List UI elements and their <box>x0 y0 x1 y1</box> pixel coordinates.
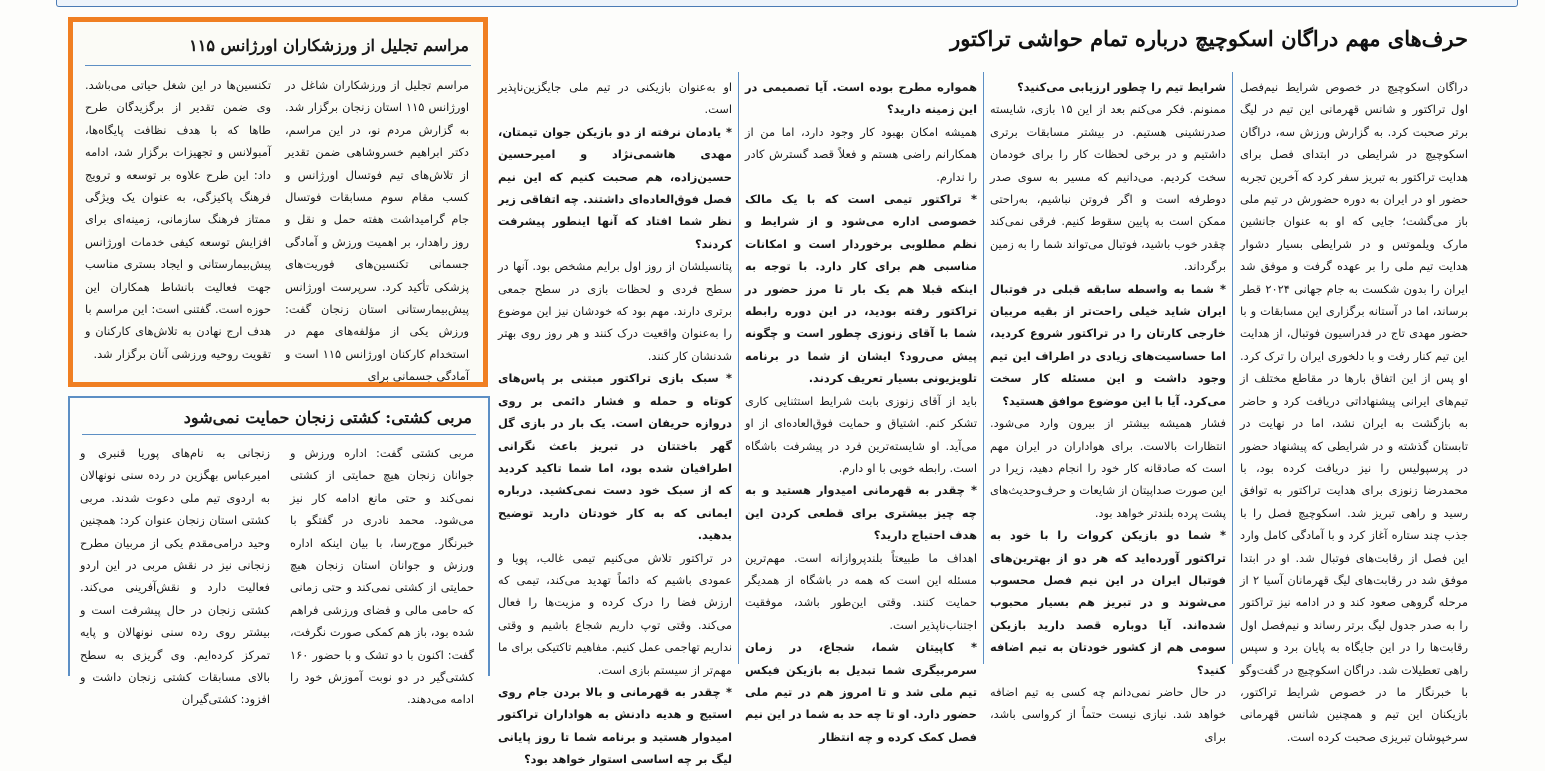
question-paragraph: * چقدر به قهرمانی امیدوار هستید و به چه چیز بیشتری برای قطعی کردن این هدف احتیاج دارید؟ <box>745 483 977 543</box>
body-paragraph: ممنونم. فکر می‌کنم بعد از این ۱۵ بازی، شایسته صدرنشینی هستیم. در بیشتر مسابقات برتری داشتیم و در برخی لحظات کار را برای خودمان سخت کردیم. می‌دانیم که مسیر به سوی صدر دوطرفه است و اگر فروتن نباشیم، به‌راحتی ممکن است به پایین سقوط کنیم. فرقی نمی‌کند چقدر خوب باشید، فوتبال می‌تواند شما را به زمین برگرداند. <box>990 102 1226 274</box>
article-column-3 <box>745 76 977 744</box>
question-paragraph: * یادمان نرفته از دو بازیکن جوان تیمتان، مهدی هاشمی‌نژاد و امیرحسین حسین‌زاده، هم صحبت کنیم که این نیم فصل فوق‌العاده‌ای داشتند. چه اتفاقی زیر نظر شما افتاد که آنها اینطور پیشرفت کردند؟ <box>498 124 732 251</box>
wrestling-box-title: مربی کشتی: کشتی زنجان حمایت نمی‌شود <box>183 408 472 427</box>
box-title-divider <box>85 65 471 66</box>
column-divider <box>983 72 984 664</box>
main-headline: حرف‌های مهم دراگان اسکوچیچ درباره تمام حواشی تراکتور <box>950 26 1468 51</box>
page-top-border <box>56 0 1518 7</box>
question-paragraph: * سبک بازی تراکتور مبتنی بر پاس‌های کوتاه و حمله و فشار دائمی بر روی دروازه حریفان است. یک بار در بازی گل گهر باختتان در تبریز باعث نگرانی اطرافیان شده بود، اما شما تاکید کردید که از سبک خود دست نمی‌کشید. درباره ایمانی که به کار خودتان دارید توضیح بدهید. <box>498 371 732 543</box>
article-column-4 <box>498 76 732 767</box>
body-paragraph: پتانسیلشان از روز اول برایم مشخص بود. آنها در سطح فردی و لحظات بازی در سطح جمعی برتری دارند. مهم بود که خودشان نیز این موضوع را به‌عنوان واقعیت درک کنند و هر روز روی بهتر شدنشان کار کنند. <box>498 259 732 363</box>
ceremony-box-title: مراسم تجلیل از ورزشکاران اورژانس ۱۱۵ <box>189 36 469 55</box>
question-paragraph: * شما دو بازیکن کروات را با خود به تراکتور آورده‌اید که هر دو از بهترین‌های فوتبال ایران در این نیم فصل محسوب می‌شوند و در تبریز هم بسیار محبوب شده‌اند. آیا دوباره قصد دارید بازیکن سومی هم از کشور خودتان به تیم اضافه کنید؟ <box>990 528 1226 677</box>
column-divider <box>738 72 739 664</box>
ceremony-column-right: مراسم تجلیل از ورزشکاران شاغل در اورژانس ۱۱۵ استان زنجان برگزار شد. به گزارش مردم نو، در این مراسم، دکتر ابراهیم خسروشاهی ضمن تقدیر از تلاش‌های تیم فوتسال اورژانس و کسب مقام سوم مسابقات فوتسال جام گرامیداشت هفته حمل و نقل و روز راهدار، بر اهمیت ورزش و آمادگی جسمانی تکنسین‌های فوریت‌های پزشکی تأکید کرد. سرپرست اورژانس پیش‌بیمارستانی استان زنجان گفت: ورزش یکی از مؤلفه‌های مهم در استخدام کارکنان اورژانس ۱۱۵ است و آمادگی جسمانی برای <box>285 78 470 384</box>
body-paragraph: همیشه امکان بهبود کار وجود دارد، اما من از همکارانم راضی هستم و فعلاً قصد گسترش کادر را ندارم. <box>745 124 977 184</box>
question-paragraph: شرایط تیم را چطور ارزیابی می‌کنید؟ <box>1017 80 1226 94</box>
body-paragraph: او به‌عنوان بازیکنی در تیم ملی جایگزین‌ناپذیر است. <box>498 80 732 117</box>
box-title-divider <box>82 434 476 435</box>
body-paragraph: باید از آقای زنوزی بابت شرایط استثنایی کاری تشکر کنم. اشتیاق و حمایت فوق‌العاده‌ای از او می‌آید. او شایسته‌ترین فرد در پیشرفت باشگاه است. رابطه خوبی با او دارم. <box>745 393 977 475</box>
body-paragraph: در حال حاضر نمی‌دانم چه کسی به تیم اضافه خواهد شد. نیازی نیست حتماً از کرواسی باشد، برای <box>990 684 1226 744</box>
ceremony-news-box <box>68 17 488 387</box>
article-column-2 <box>990 76 1226 744</box>
body-paragraph: اهداف ما طبیعتاً بلندپروازانه است. مهم‌ترین مسئله این است که همه در باشگاه از همدیگر حمایت کنند. وقتی این‌طور باشد، موفقیت اجتناب‌ناپذیر است. <box>745 550 977 632</box>
wrestling-column-right: مربی کشتی گفت: اداره ورزش و جوانان زنجان هیچ حمایتی از کشتی نمی‌کند و حتی مانع ادامه کار نیز می‌شود. محمد نادری در گفتگو با خبرنگار موج‌رسا، با بیان اینکه اداره ورزش و جوانان استان زنجان هیچ حمایتی از کشتی نمی‌کند و حتی زمانی که حامی مالی و فضای ورزشی فراهم شده بود، باز هم کمکی صورت نگرفت، گفت: اکنون با دو تشک و با حضور ۱۶۰ کشتی‌گیر در دو نوبت آموزش خود را ادامه می‌دهند. <box>290 446 474 707</box>
article-column-1 <box>1240 76 1468 744</box>
question-paragraph: * چقدر به قهرمانی و بالا بردن جام روی استیج و هدیه دادنش به هواداران تراکتور امیدوار هستید و برنامه شما تا روز پایانی لیگ بر چه اساسی استوار خواهد بود؟ <box>498 684 732 767</box>
body-paragraph: در تراکتور تلاش می‌کنیم تیمی غالب، پویا و عمودی باشیم که دائماً تهدید می‌کند، تیمی که ارزش فضا را درک کرده و مزیت‌ها را فعال می‌کند. وقتی توپ داریم شجاع باشیم و وقتی نداریم تهاجمی عمل کنیم. مفاهیم تاکتیکی برای ما مهم‌تر از سیستم بازی است. <box>498 550 732 677</box>
question-paragraph: * تراکتور تیمی است که با یک مالک خصوصی اداره می‌شود و از شرایط و نظم مطلوبی برخوردار است و امکانات مناسبی هم برای کار دارد. با توجه به اینکه قبلا هم یک بار تا مرز حضور در تراکتور رفته بودید، در این دوره رابطه شما با آقای زنوزی چطور است و چگونه پیش می‌رود؟ ایشان از شما در برنامه تلویزیونی بسیار تعریف کردند. <box>745 192 977 386</box>
question-paragraph: همواره مطرح بوده است. آیا تصمیمی در این زمینه دارید؟ <box>745 80 977 117</box>
body-paragraph: فشار همیشه بیشتر از بیرون وارد می‌شود. انتظارات بالاست. برای هواداران در ایران مهم است که صادقانه کار خود را انجام دهید، زیرا در این صورت صداپیتان از شایعات و حرف‌وحدیث‌های پشت پرده بلندتر خواهد بود. <box>990 416 1226 520</box>
ceremony-column-left: تکنسین‌ها در این شغل حیاتی می‌باشد. وی ضمن تقدیر از برگزیدگان طرح طاها که با هدف نظافت پایگاه‌ها، آمبولانس و تجهیزات برگزار شد، ادامه داد: این طرح علاوه بر توسعه و ترویج فرهنگ پاکیزگی، به عنوان یک ویژگی ممتاز فرهنگ سازمانی، زمینه‌ای برای افزایش توسعه کیفی خدمات اورژانس پیش‌بیمارستانی و ایجاد بستری مناسب جهت فعالیت بانشاط همکاران این حوزه است. گفتنی است: این مراسم با هدف ارج نهادن به تلاش‌های کارکنان و تقویت روحیه ورزشی آنان برگزار شد. <box>85 78 271 361</box>
body-paragraph: دراگان اسکوچیچ در خصوص شرایط نیم‌فصل اول تراکتور و شانس قهرمانی این تیم در لیگ برتر صحبت کرد. به گزارش ورزش سه، دراگان اسکوچیچ در شرایطی در ابتدای فصل برای هدایت تراکتور به تبریز سفر کرد که آخرین تجربه حضور او در ایران به دوره حضورش در تیم ملی باز می‌گشت؛ جایی که او به عنوان جانشین مارک ویلموتس و در شرایطی بسیار دشوار هدایت تیم ملی را بر عهده گرفت و موفق شد ایران را بدون شکست به جام جهانی ۲۰۲۴ قطر برساند، اما در آستانه برگزاری این مسابقات و با حضور مهدی تاج در فدراسیون فوتبال، از هدایت این تیم کنار رفت و با دلخوری ایران را ترک کرد. او پس از این اتفاق بارها در مقاطع مختلف از تیم‌های ایرانی پیشنهاداتی دریافت کرد و حاضر به بازگشت به ایران نشد، اما در نهایت در تابستان گذشته و در شرایطی که پیشنهاد حضور در پرسپولیس را نیز دریافت کرده بود، با محمدرضا زنوزی برای هدایت تراکتور به توافق رسید و راهی تبریز شد. اسکوچیچ فصل را با جذب چند ستاره آغاز کرد و با آمادگی کامل وارد این فصل از رقابت‌های فوتبال شد. او در ابتدا موفق شد در رقابت‌های لیگ قهرمانان آسیا ۲ از مرحله گروهی صعود کند و در ادامه نیز تراکتور را به صدر جدول لیگ برتر رساند و نیم‌فصل اول رقابت‌ها را در این جایگاه به پایان برد و سپس راهی تعطیلات شد. دراگان اسکوچیچ در گفت‌وگو با خبرنگار ما در خصوص شرایط تراکتور، بازیکنان این تیم و همچنین شانس قهرمانی سرخپوشان تبریزی صحبت کرده است. <box>1240 80 1468 744</box>
question-paragraph: * کاپیتان شما، شجاع، در زمان سرمربیگری شما تبدیل به بازیکن فیکس تیم ملی شد و تا امروز هم در تیم ملی حضور دارد. او تا چه حد به شما در این نیم فصل کمک کرده و چه انتظار <box>745 640 977 744</box>
wrestling-column-left: زنجانی به نام‌های پوریا قنبری و امیرعباس بهگزین در رده سنی نونهالان به اردوی تیم ملی دعوت شدند. مربی کشتی استان زنجان عنوان کرد: همچنین وحید درامی‌مقدم یکی از مربیان مطرح زنجانی نیز در نقش مربی در این اردو فعالیت دارد و نقش‌آفرینی می‌کند. کشتی زنجان در حال پیشرفت است و بیشتر روی رده سنی نونهالان و پایه تمرکز کرده‌ایم. وی گریزی به سطح بالای مسابقات کشتی زنجان داشت و افزود: کشتی‌گیران <box>80 446 270 707</box>
question-paragraph: * شما به واسطه سابقه قبلی در فوتبال ایران شاید خیلی راحت‌تر از بقیه مربیان خارجی کارتان را در تراکتور شروع کردید، اما حساسیت‌های زیادی در اطراف این تیم وجود داشت و این مسئله کار سخت می‌کرد. آیا با این موضوع موافق هستید؟ <box>990 281 1226 408</box>
column-divider <box>1232 72 1233 664</box>
wrestling-news-box <box>68 396 490 707</box>
